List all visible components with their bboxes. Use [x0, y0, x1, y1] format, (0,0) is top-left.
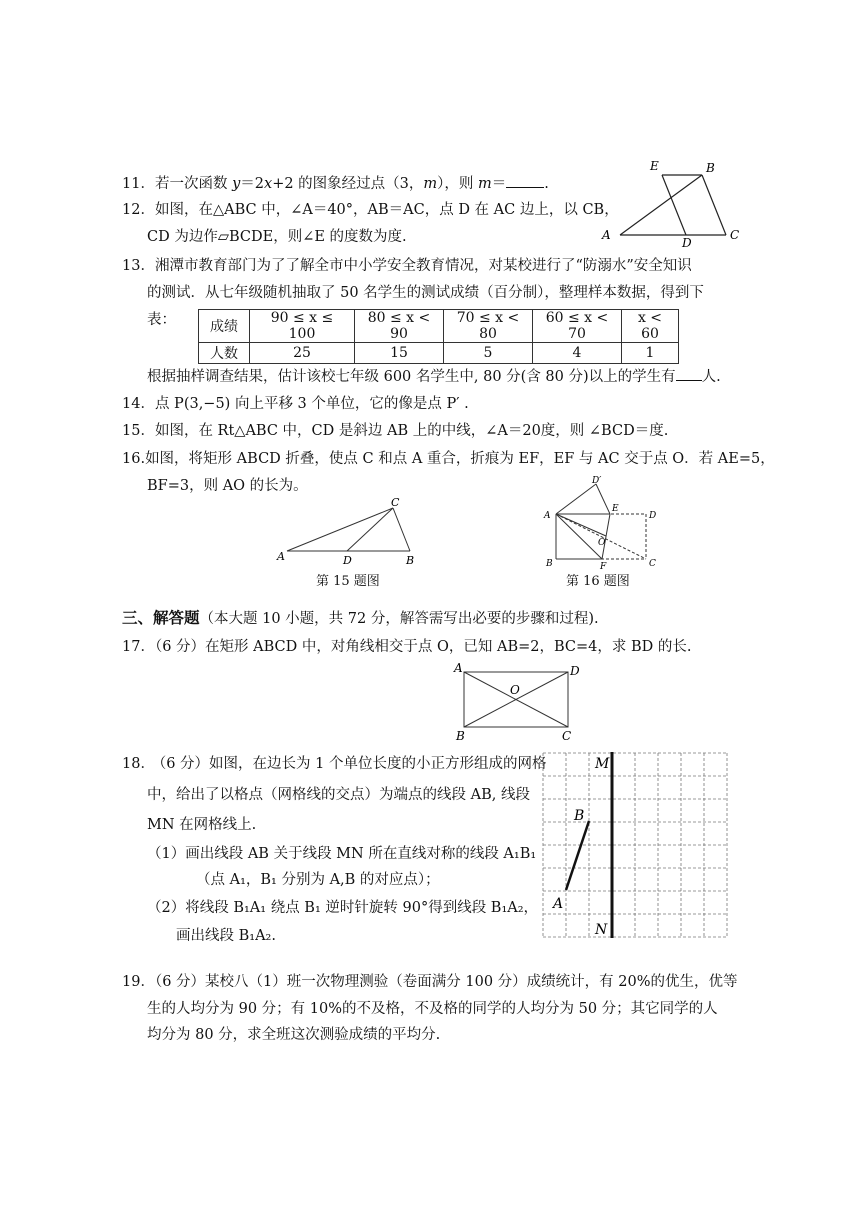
answer-blank[interactable]: [506, 173, 544, 188]
question-13-line2: 的测试．从七年级随机抽取了 50 名学生的测试成绩（百分制），整理样本数据，得到下: [147, 285, 704, 301]
label-B: B: [574, 808, 585, 824]
label-A: A: [454, 661, 463, 675]
label-C: C: [649, 559, 656, 569]
label-E: E: [650, 159, 659, 173]
question-14: 14．点 P(3,−5) 向上平移 3 个单位，它的像是点 P′ .: [122, 396, 469, 412]
question-13-line4: 根据抽样调查结果，估计该校七年级 600 名学生中, 80 分(含 80 分)以上的学生有 人.: [147, 366, 721, 387]
label-A: A: [544, 511, 551, 521]
question-18-part1-note: （点 A₁，B₁ 分别为 A,B 的对应点）；: [196, 872, 440, 888]
question-12: 12．如图，在△ABC 中，∠A＝40°，AB＝AC，点 D 在 AC 边上，以 CB，: [122, 202, 619, 218]
question-18-part2-line2: 画出线段 B₁A₂.: [176, 928, 276, 944]
figure-18-grid: [538, 748, 738, 944]
score-table: [198, 309, 679, 364]
question-number: 16.: [122, 451, 146, 467]
answer-blank[interactable]: [676, 366, 702, 381]
label-N: N: [595, 922, 608, 938]
question-11: 11．若一次函数 y＝2x+2 的图象经过点（3，m），则 m＝ .: [122, 173, 549, 194]
question-number: 12．: [122, 202, 155, 218]
label-D: D: [649, 511, 657, 521]
question-19-line2: 生的人均分为 90 分；有 10%的不及格，不及格的同学的人均分为 50 分；其它同学的人: [147, 1001, 718, 1017]
figure-16-folded-rectangle: [540, 474, 665, 570]
question-18-line3: MN 在网格线上.: [147, 817, 257, 833]
question-18: 18． （6 分）如图，在边长为 1 个单位长度的小正方形组成的网格: [122, 756, 547, 772]
question-18-part2: （2）将线段 B₁A₁ 绕点 B₁ 逆时针旋转 90°得到线段 B₁A₂，: [147, 900, 539, 916]
caption-figure-16: 第 16 题图: [566, 574, 630, 589]
label-D-prime: D′: [592, 476, 602, 486]
question-number: 13．: [122, 258, 155, 274]
question-16-line2: BF=3，则 AO 的长为。: [147, 478, 308, 494]
question-13: 13．湘潭市教育部门为了了解全市中小学安全教育情况，对某校进行了“防溺水”安全知识: [122, 258, 692, 274]
question-number: 18．: [122, 756, 155, 772]
label-B: B: [456, 729, 465, 742]
question-17: 17．（6 分）在矩形 ABCD 中，对角线相交于点 O，已知 AB=2，BC=4，求 BD 的长.: [122, 639, 692, 655]
label-D: D: [682, 236, 692, 247]
label-D: D: [570, 664, 580, 678]
label-O: O: [598, 538, 606, 548]
question-number: 17．: [122, 639, 155, 655]
label-C: C: [391, 496, 400, 509]
table-row: 人数 25 15 5 4 1: [199, 343, 679, 364]
label-A: A: [277, 550, 285, 563]
question-number: 14．: [122, 396, 155, 412]
question-number: 19．: [122, 974, 155, 990]
question-18-line2: 中，给出了以格点（网格线的交点）为端点的线段 AB, 线段: [147, 787, 530, 803]
question-12-line2: CD 为边作▱BCDE，则∠E 的度数为度.: [147, 229, 407, 245]
label-B: B: [546, 559, 553, 569]
label-A: A: [602, 228, 611, 242]
label-C: C: [730, 228, 740, 242]
figure-15-triangle: [275, 496, 425, 568]
question-19: 19．（6 分）某校八（1）班一次物理测验（卷面满分 100 分）成绩统计，有 20%的优生，优等: [122, 974, 738, 990]
question-19-line3: 均分为 80 分，求全班这次测验成绩的平均分.: [147, 1027, 441, 1043]
label-B: B: [406, 554, 415, 567]
figure-17-rectangle: [450, 660, 590, 742]
section-3-heading: 三、解答题（本大题 10 小题，共 72 分，解答需写出必要的步骤和过程).: [122, 608, 599, 627]
label-B: B: [706, 161, 715, 175]
question-13-line3: 表：: [147, 312, 176, 328]
label-M: M: [595, 756, 610, 772]
section-title: 三、解答题: [122, 608, 200, 627]
label-D: D: [343, 554, 352, 567]
label-F: F: [600, 562, 607, 570]
question-16: 16.如图，将矩形 ABCD 折叠，使点 C 和点 A 重合，折痕为 EF，EF 与 AC 交于点 O．若 AE=5，: [122, 451, 775, 467]
question-number: 11．: [122, 176, 155, 192]
label-A: A: [553, 896, 564, 912]
question-18-part1: （1）画出线段 AB 关于线段 MN 所在直线对称的线段 A₁B₁: [147, 846, 537, 862]
question-number: 15．: [122, 423, 155, 439]
figure-12-parallelogram: [598, 155, 748, 247]
label-E: E: [612, 504, 619, 514]
caption-figure-15: 第 15 题图: [316, 574, 380, 589]
question-15: 15．如图，在 Rt△ABC 中，CD 是斜边 AB 上的中线，∠A＝20度，则 ∠BCD＝度.: [122, 423, 669, 439]
table-row: 成绩 90 ≤ x ≤ 100 80 ≤ x < 90 70 ≤ x < 80 60 ≤ x < 70 x < 60: [199, 310, 679, 343]
label-O: O: [510, 683, 520, 697]
label-C: C: [562, 729, 572, 742]
